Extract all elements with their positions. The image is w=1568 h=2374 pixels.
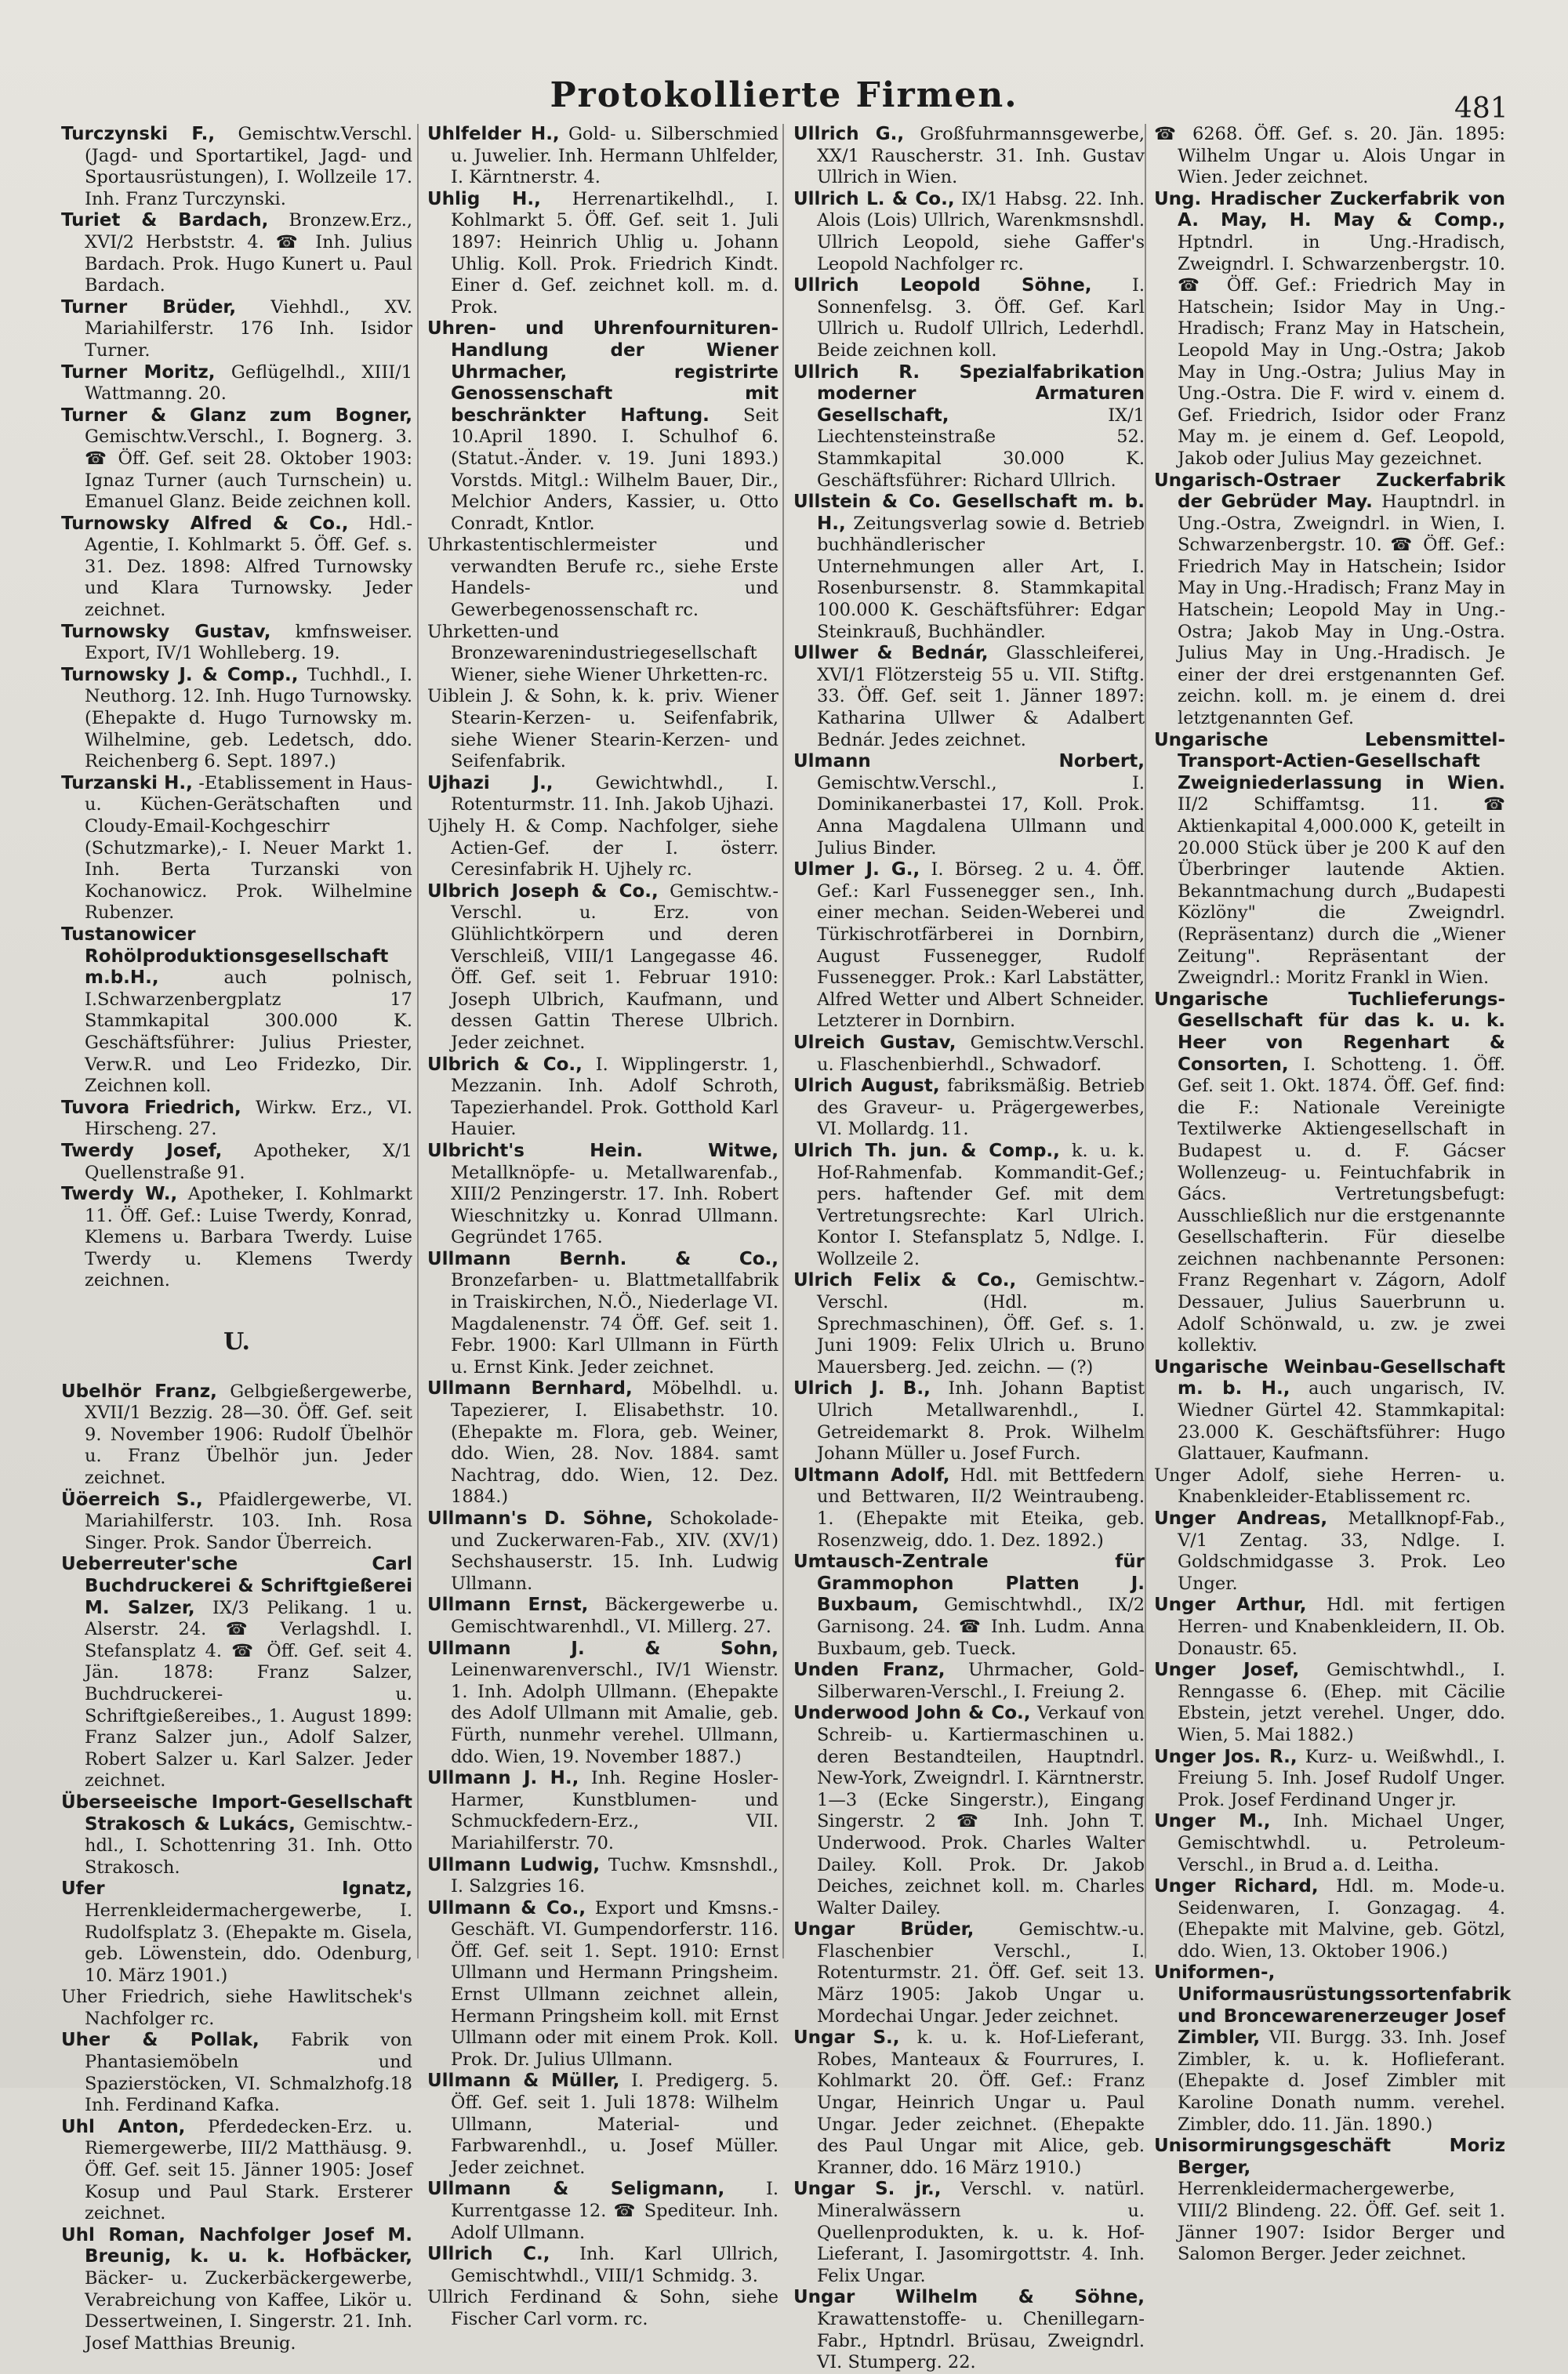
firm-name: Ungar S.,: [793, 2027, 900, 2049]
firm-details: Inh. Michael Unger, Gemischtwhdl. u. Petroleum-Verschl., in Brud a. d. Leitha.: [1178, 1811, 1506, 1875]
firm-name: Ujhazi J.,: [427, 772, 554, 793]
firm-name: Uniformen-, Uniformausrüstungssortenfabrik und Broncewarenerzeuger Josef Zimbler,: [1154, 1962, 1512, 2049]
firm-entry: [61, 514, 412, 622]
firm-name: Ulrich J. B.,: [793, 1378, 931, 1399]
page-title: Protokollierte Firmen.: [550, 75, 1018, 115]
firm-name: Tuvora Friedrich,: [61, 1097, 241, 1118]
firm-entry: [1154, 1811, 1505, 1876]
firm-details: Pfaidlergewerbe, VI. Mariahilferstr. 103. Inh. Rosa Singer. Prok. Sandor Überreich.: [85, 1489, 413, 1553]
firm-entry: [427, 1768, 779, 1854]
firm-name: Ulreich Gustav,: [793, 1032, 956, 1053]
firm-name: Ullrich R. Spezialfabrikation moderner Armaturen Gesellschaft,: [793, 361, 1145, 426]
firm-details: Gemischtwhdl., IX/2 Garnisong. 24. ☎ Inh. Ludm. Anna Buxbaum, geb. Tueck.: [817, 1595, 1145, 1659]
firm-entry: [427, 622, 779, 687]
firm-details: auch polnisch, I.Schwarzenbergplatz 17 Stammkapital 300.000 K. Geschäftsführer: Julius Priester, Verw.R. und Leo Fridezko, Dir. Zeichnen koll.: [85, 967, 412, 1097]
firm-details: Hdl. mit Bettfedern und Bettwaren, II/2 Weintraubeng. 1. (Ehepakte mit Eteika, geb. Rosenzweig, ddo. 1. Dez. 1892.): [817, 1465, 1145, 1551]
firm-details: Gemischtwhdl., I. Renngasse 6. (Ehep. mit Cäcilie Ebstein, jetzt verehel. Unger, ddo. Wien, 5. Mai 1882.): [1178, 1660, 1505, 1745]
firm-name: Turczynski F.,: [61, 124, 216, 144]
column-3: [793, 124, 1145, 2373]
firm-name: Ulbricht's Hein. Witwe,: [427, 1140, 779, 1161]
firm-details: VII. Burgg. 33. Inh. Josef Zimbler, k. u. k. Hoflieferant. (Ehepakte d. Josef Zimbler mit Karoline Donath numm. verehel. Zimbler, ddo. 11. Jän. 1890.): [1178, 2027, 1505, 2135]
firm-entry: [427, 1508, 779, 1595]
firm-entry: [793, 1141, 1145, 1271]
firm-entry: [427, 1249, 779, 1379]
firm-entry: [427, 686, 779, 772]
firm-entry: [1154, 1508, 1505, 1595]
firm-details: Bronzew.Erz., XVI/2 Herbststr. 4. ☎ Inh. Julius Bardach. Prok. Hugo Kunert u. Paul Bardach.: [85, 210, 412, 296]
firm-entry: [1154, 470, 1505, 730]
firm-details: Uhrketten-und Bronzewarenindustriegesellschaft Wiener, siehe Wiener Uhrketten-rc.: [427, 621, 768, 685]
column-divider: [417, 124, 419, 1958]
firm-entry: [793, 124, 1145, 189]
firm-details: Schokolade- und Zuckerwaren-Fab., XIV. (XV/1) Sechshauserstr. 15. Inh. Ludwig Ullmann.: [451, 1508, 779, 1594]
firm-name: Uhlig H.,: [427, 188, 541, 209]
firm-name: Tustanowicer Rohölproduktionsgesellschaft m.b.H.,: [61, 924, 389, 989]
column-1: [61, 124, 413, 2354]
firm-details: auch ungarisch, IV. Wiedner Gürtel 42. Stammkapital: 23.000 K. Geschäftsführer: Hugo Glattauer, Kaufmann.: [1178, 1378, 1505, 1465]
firm-entry: [61, 2117, 412, 2225]
firm-entry: [1154, 1595, 1505, 1660]
firm-name: Ungar S. jr.,: [793, 2179, 942, 2200]
firm-name: Uhl Roman, Nachfolger Josef M. Breunig, k. u. k. Hofbäcker,: [61, 2224, 412, 2267]
firm-details: Seit 10.April 1890. I. Schulhof 6. (Statut.-Änder. v. 19. Juni 1893.) Vorstds. Mitgl.: Wilhelm Bauer, Dir., Melchior Anders, Kassier, u. Otto Conradt, Kntlor.: [451, 405, 779, 534]
firm-details: Glasschleiferei, XVI/1 Flötzersteig 55 u. VII. Stiftg. 33. Öff. Gef. seit 1. Jänner 1897: Katharina Ullwer & Adalbert Bednár. Jedes zeichnet.: [817, 643, 1145, 750]
firm-details: Großfuhrmannsgewerbe, XX/1 Rauscherstr. 31. Inh. Gustav Ullrich in Wien.: [817, 124, 1145, 188]
firm-details: Gemischtw.-hdl., I. Schottenring 31. Inh. Otto Strakosch.: [85, 1813, 412, 1878]
firm-entry: [427, 1855, 779, 1898]
firm-entry: [793, 643, 1145, 751]
firm-details: I. Sonnenfelsg. 3. Öff. Gef. Karl Ullrich u. Rudolf Ullrich, Lederhdl. Beide zeichnen koll.: [817, 275, 1145, 361]
firm-name: Ullmann & Seligmann,: [427, 2179, 725, 2200]
firm-entry: [793, 1076, 1145, 1141]
firm-details: Hptndrl. in Ung.-Hradisch, Zweigndrl. I. Schwarzenbergstr. 10. ☎ Öff. Gef.: Friedrich May in Hatschein; Isidor May in Ung.-Hradisch; Franz May in Hatschein, Leopold May in Ung.-Ostra; Jakob May in Ung.-Ostra; Julius May in Ung.-Ostra. Die F. wird v. einem d. Gef. Friedrich, Isidor oder Franz May m. je einem d. Gef. Leopold, Jakob oder Julius May gezeichnet.: [1178, 231, 1505, 469]
firm-entry: [793, 1033, 1145, 1076]
firm-entry: [61, 2030, 412, 2116]
firm-entry: [1154, 124, 1505, 189]
firm-entry: [427, 318, 779, 535]
firm-entry: [427, 2071, 779, 2179]
firm-entry: [61, 1987, 412, 2030]
firm-entry: [427, 1055, 779, 1141]
firm-entry: [61, 924, 412, 1098]
firm-name: Uhl Anton,: [61, 2116, 186, 2137]
firm-name: Ulrich August,: [793, 1076, 940, 1097]
firm-name: Ullrich G.,: [793, 124, 905, 144]
firm-entry: [427, 1378, 779, 1508]
firm-name: Üöerreich S.,: [61, 1489, 203, 1510]
page-number: 481: [1454, 93, 1508, 125]
firm-details: fabriksmäßig. Betrieb des Graveur- u. Prägergewerbes, VI. Mollardg. 11.: [817, 1076, 1145, 1140]
firm-name: Ullmann & Müller,: [427, 2071, 620, 2092]
firm-details: Fabrik von Phantasiemöbeln und Spazierstöcken, VI. Schmalzhofg.18 Inh. Ferdinand Kafka.: [85, 2030, 413, 2116]
firm-entry: [61, 622, 412, 665]
firm-name: Ubelhör Franz,: [61, 1381, 217, 1402]
firm-entry: [427, 773, 779, 816]
firm-entry: [427, 881, 779, 1055]
firm-details: Bäcker- u. Zuckerbäckergewerbe, Verabreichung von Kaffee, Likör u. Dessertweinen, I. Singerstr. 21. Inh. Josef Matthias Breunig.: [85, 2268, 412, 2354]
firm-entry: [61, 665, 412, 773]
firm-name: Ungar Wilhelm & Söhne,: [793, 2287, 1145, 2308]
firm-details: Uher Friedrich, siehe Hawlitschek's Nachfolger rc.: [61, 1987, 412, 2029]
firm-name: Turzanski H.,: [61, 772, 193, 793]
firm-details: Uiblein J. & Sohn, k. k. priv. Wiener Stearin-Kerzen- u. Seifenfabrik, siehe Wiener Stearin-Kerzen- und Seifenfabrik.: [427, 686, 779, 772]
firm-name: Ullstein & Co. Gesellschaft m. b. H.,: [793, 492, 1145, 534]
firm-details: Möbelhdl. u. Tapezierer, I. Elisabethstr. 10. (Ehepakte m. Flora, geb. Weiner, ddo. Wien, 28. Nov. 1884. samt Nachtrag, ddo. Wien, 12. Dez. 1884.): [451, 1378, 779, 1508]
firm-entry: [793, 2027, 1145, 2179]
firm-entry: [793, 1378, 1145, 1465]
firm-entry: [61, 124, 412, 210]
firm-entry: [427, 189, 779, 319]
firm-name: Turiet & Bardach,: [61, 210, 269, 231]
firm-entry: [61, 1554, 412, 1792]
firm-entry: [61, 1490, 412, 1555]
firm-details: Herrenartikelhdl., I. Kohlmarkt 5. Öff. Gef. seit 1. Juli 1897: Heinrich Uhlig u. Johann Uhlig. Koll. Prok. Friedrich Kindt. Einer d. Gef. zeichnet koll. m. d. Prok.: [451, 188, 779, 318]
firm-name: Ufer Ignatz,: [61, 1879, 412, 1900]
firm-details: Gemischtw.Verschl. (Jagd- und Sportartikel, Jagd- und Sportausrüstungen), I. Wollzeile 17. Inh. Franz Turczynski.: [85, 124, 412, 209]
firm-details: I. Predigerg. 5. Öff. Gef. seit 1. Juli 1878: Wilhelm Ullmann, Material- und Farbwarenhdl., u. Josef Müller. Jeder zeichnet.: [451, 2071, 779, 2178]
firm-details: Kurz- u. Weißwhdl., I. Freiung 5. Inh. Josef Rudolf Unger. Prok. Josef Ferdinand Unger jr.: [1178, 1746, 1505, 1810]
firm-name: Ung. Hradischer Zuckerfabrik von A. May, H. May & Comp.,: [1154, 188, 1505, 231]
firm-details: Uhrkastentischlermeister und verwandten Berufe rc., siehe Erste Handels- und Gewerbegenossenschaft rc.: [427, 535, 779, 621]
firm-details: Herrenkleidermachergewerbe, I. Rudolfsplatz 3. (Ehepakte m. Gisela, geb. Löwenstein, ddo. Odenburg, 10. März 1901.): [85, 1900, 412, 1986]
firm-name: Uhlfelder H.,: [427, 124, 560, 144]
firm-entry: [1154, 1747, 1505, 1812]
firm-name: Unden Franz,: [793, 1660, 946, 1681]
firm-entry: [1154, 1660, 1505, 1746]
firm-name: Umtausch-Zentrale für Grammophon Platten J. Buxbaum,: [793, 1552, 1145, 1616]
firm-details: Inh. Regine Hosler-Harmer, Kunstblumen- und Schmuckfedern-Erz., VII. Mariahilferstr. 70.: [451, 1768, 779, 1853]
firm-entry: [793, 1270, 1145, 1378]
firm-name: Ullwer & Bednár,: [793, 643, 989, 664]
firm-name: Turnowsky Alfred & Co.,: [61, 513, 349, 534]
firm-name: Unger Richard,: [1154, 1876, 1319, 1897]
firm-details: I. Wipplingerstr. 1, Mezzanin. Inh. Adolf Schroth, Tapezierhandel. Prok. Gotthold Karl Hauier.: [451, 1054, 779, 1140]
firm-name: Ullmann J. H.,: [427, 1768, 579, 1789]
firm-name: Underwood John & Co.,: [793, 1703, 1031, 1724]
firm-name: Unger Jos. R.,: [1154, 1746, 1298, 1767]
firm-entry: [427, 1898, 779, 2071]
firm-name: Turner Moritz,: [61, 361, 216, 383]
firm-details: Verschl. v. natürl. Mineralwässern u. Quellenprodukten, k. u. k. Hof-Lieferant, I. Jasomirgottstr. 4. Inh. Felix Ungar.: [817, 2179, 1145, 2286]
firm-entry: [427, 816, 779, 881]
firm-name: Ullrich C.,: [427, 2244, 550, 2265]
firm-entry: [1154, 189, 1505, 470]
firm-details: Uhrmacher, Gold-Silberwaren-Verschl., I. Freiung 2.: [817, 1660, 1145, 1702]
firm-details: Ujhely H. & Comp. Nachfolger, siehe Actien-Gef. der I. österr. Ceresinfabrik H. Ujhely rc.: [427, 816, 779, 880]
firm-name: Ueberreuter'sche Carl Buchdruckerei & Schriftgießerei M. Salzer,: [61, 1554, 412, 1618]
firm-name: Twerdy W.,: [61, 1184, 178, 1205]
firm-name: Ullrich Leopold Söhne,: [793, 275, 1092, 296]
firm-details: -Etablissement in Haus-u. Küchen-Gerätschaften und Cloudy-Email-Kochgeschirr (Schutzmarke),- I. Neuer Markt 1. Inh. Berta Turzanski von Kochanowicz. Prok. Wilhelmine Rubenzer.: [85, 772, 413, 924]
firm-entry: [427, 124, 779, 189]
firm-entry: [793, 751, 1145, 859]
firm-name: Turnowsky J. & Comp.,: [61, 664, 299, 685]
firm-details: I. Schotteng. 1. Öff. Gef. seit 1. Okt. 1874. Öff. Gef. find: die F.: Nationale Vereinigte Textilwerke Aktiengesellschaft in Budapest u. d. F. Gácser Wollenzeug- u. Feintuchfabrik in Gács. Vertretungsbefugt: Ausschließlich nur die erstgenannte Gesellschafterin. Für dieselbe zeichnen nachbenannte Personen: Franz Regenhart v. Zágorn, Adolf Dessauer, Julius Sauerbrunn u. Adolf Schönwald, u. zw. je zwei kollektiv.: [1178, 1054, 1505, 1356]
firm-entry: [793, 1465, 1145, 1552]
firm-entry: [61, 362, 412, 405]
firm-name: Uher & Pollak,: [61, 2030, 260, 2051]
firm-details: Bronzefarben- u. Blattmetallfabrik in Traiskirchen, N.Ö., Niederlage VI. Magdalenenstr. 74 Öff. Gef. seit 1. Febr. 1900: Karl Ullmann in Fürth u. Ernst Kink. Jeder zeichnet.: [451, 1270, 779, 1378]
firm-details: Hdl. m. Mode-u. Seidenwaren, I. Gonzagag. 4. (Ehepakte mit Malvine, geb. Götzl, ddo. Wien, 13. Oktober 1906.): [1178, 1876, 1506, 1962]
firm-name: Turnowsky Gustav,: [61, 621, 271, 642]
firm-name: Twerdy Josef,: [61, 1140, 223, 1161]
firm-details: Gemischtw.-Verschl. u. Erz. von Glühlichtkörpern und deren Verschleiß, VIII/1 Langegasse 46. Öff. Gef. seit 1. Februar 1910: Joseph Ulbrich, Kaufmann, und dessen Gattin Therese Ulbrich. Jeder zeichnet.: [451, 880, 779, 1053]
firm-entry: [61, 1792, 412, 1879]
firm-details: I. Kurrentgasse 12. ☎ Spediteur. Inh. Adolf Ullmann.: [451, 2179, 779, 2243]
firm-entry: [793, 2179, 1145, 2287]
firm-details: Gemischtw.Verschl., I. Bognerg. 3. ☎ Öff. Gef. seit 28. Oktober 1903: Ignaz Turner (auch Turnschein) u. Emanuel Glanz. Beide zeichnen koll.: [85, 427, 412, 513]
firm-details: Gemischtw.-u. Flaschenbier Verschl., I. Rotenturmstr. 21. Öff. Gef. seit 13. März 1905: Jakob Ungar u. Mordechai Ungar. Jeder zeichnet.: [817, 1919, 1145, 2027]
firm-name: Unger Arthur,: [1154, 1595, 1307, 1616]
firm-name: Ulrich Th. jun. & Comp.,: [793, 1140, 1060, 1161]
firm-details: Gemischtw.-Verschl. (Hdl. m. Sprechmaschinen), Öff. Gef. s. 1. Juni 1909: Felix Ulrich u. Bruno Mauersberg. Jed. zeichn. — (?): [817, 1270, 1145, 1378]
firm-entry: [61, 2225, 412, 2355]
firm-entry: [1154, 1876, 1505, 1962]
firm-entry: [427, 1595, 779, 1638]
firm-name: Unisormirungsgeschäft Moriz Berger,: [1154, 2136, 1505, 2178]
firm-name: Unger Andreas,: [1154, 1508, 1328, 1529]
firm-details: Tuchhdl., I. Neuthorg. 12. Inh. Hugo Turnowsky. (Ehepakte d. Hugo Turnowsky m. Wilhelmine, geb. Ledetsch, ddo. Reichenberg 6. Sept. 1897.): [85, 664, 412, 772]
firm-details: Gemischtw.Verschl., I. Dominikanerbastei 17, Koll. Prok. Anna Magdalena Ullmann und Julius Binder.: [817, 772, 1145, 858]
firm-name: Ulmer J. G.,: [793, 859, 920, 880]
firm-entry: [61, 1141, 412, 1184]
firm-details: IX/1 Liechtensteinstraße 52. Stammkapital 30.000 K. Geschäftsführer: Richard Ullrich.: [817, 405, 1145, 491]
firm-name: Unger M.,: [1154, 1811, 1271, 1832]
firm-name: Ullmann & Co.,: [427, 1897, 586, 1918]
firm-entry: [793, 362, 1145, 492]
firm-details: IX/3 Pelikang. 1 u. Alserstr. 24. ☎ Verlagshdl. I. Stefansplatz 4. ☎ Öff. Gef. seit 4. Jän. 1878: Franz Salzer, Buchdruckerei- u. Schriftgießereibes., 1. August 1899: Franz Salzer jun., Adolf Salzer, Robert Salzer u. Karl Salzer. Jeder zeichnet.: [85, 1597, 412, 1791]
firm-entry: [793, 275, 1145, 361]
firm-details: Pferdedecken-Erz. u. Riemergewerbe, III/2 Matthäusg. 9. Öff. Gef. seit 15. Jänner 1905: Josef Kosup und Paul Stark. Ersterer zeichnet.: [85, 2116, 413, 2224]
firm-name: Ultmann Adolf,: [793, 1465, 950, 1486]
firm-entry: [1154, 989, 1505, 1357]
firm-name: Ungarische Tuchlieferungs-Gesellschaft für das k. u. k. Heer von Regenhart & Consorten,: [1154, 989, 1505, 1075]
firm-name: Ungar Brüder,: [793, 1919, 975, 1940]
firm-details: IX/1 Habsg. 22. Inh. Alois (Lois) Ullrich, Warenkmsnshdl. Ullrich Leopold, siehe Gaffer's Leopold Nachfolger rc.: [817, 188, 1145, 274]
firm-entry: [61, 405, 412, 514]
firm-entry: [793, 859, 1145, 1033]
firm-details: Herrenkleidermachergewerbe, VIII/2 Blindeng. 22. Öff. Gef. seit 1. Jänner 1907: Isidor Berger und Salomon Berger. Jeder zeichnet.: [1178, 2179, 1505, 2265]
firm-entry: [61, 1098, 412, 1141]
firm-entry: [427, 2244, 779, 2287]
firm-entry: [427, 1639, 779, 1769]
firm-name: Ulrich Felix & Co.,: [793, 1270, 1017, 1291]
firm-details: Unger Adolf, siehe Herren- u. Knabenkleider-Etablissement rc.: [1154, 1465, 1505, 1508]
firm-entry: [793, 1552, 1145, 1660]
firm-name: Ungarische Weinbau-Gesellschaft m. b. H.,: [1154, 1356, 1505, 1399]
firm-name: Ullmann Bernh. & Co.,: [427, 1248, 779, 1269]
firm-entry: [61, 1879, 412, 1987]
firm-details: Metallknopf-Fab., V/1 Zentag. 33, Ndlge. I. Goldschmidgasse 3. Prok. Leo Unger.: [1178, 1508, 1505, 1594]
firm-details: Bäckergewerbe u. Gemischtwarenhdl., VI. Millerg. 27.: [451, 1595, 779, 1637]
firm-entry: [427, 535, 779, 621]
firm-entry: [1154, 1962, 1512, 2136]
firm-details: Metallknöpfe- u. Metallwarenfab., XIII/2 Penzingerstr. 17. Inh. Robert Wieschnitzky u. Konrad Ullmann. Gegründet 1765.: [451, 1162, 779, 1248]
firm-entry: [61, 1381, 412, 1490]
firm-name: Ulbrich Joseph & Co.,: [427, 880, 659, 902]
firm-details: ☎ 6268. Öff. Gef. s. 20. Jän. 1895: Wilhelm Ungar u. Alois Ungar in Wien. Jeder zeichnet.: [1154, 124, 1505, 188]
firm-name: Ungarische Lebensmittel-Transport-Actien-Gesellschaft Zweigniederlassung in Wien.: [1154, 729, 1505, 793]
firm-name: Überseeische Import-Gesellschaft Strakosch & Lukács,: [61, 1791, 412, 1835]
firm-name: Ullmann Ernst,: [427, 1595, 589, 1616]
firm-entry: [61, 1184, 412, 1292]
firm-entry: [793, 189, 1145, 275]
firm-name: Ullmann Bernhard,: [427, 1378, 633, 1399]
firm-details: k. u. k. Hof-Rahmenfab. Kommandit-Gef.; pers. haftender Gef. mit dem Vertretungsrechte: Karl Ulrich. Kontor I. Stefansplatz 5, Ndlge. I. Wollzeile 2.: [817, 1140, 1145, 1269]
firm-entry: [427, 1141, 779, 1249]
firm-details: Gelbgießergewerbe, XVII/1 Bezzig. 28—30. Öff. Gef. seit 9. November 1906: Rudolf Übelhör u. Franz Übelhör jun. Jeder zeichnet.: [85, 1381, 413, 1489]
firm-name: Uhren- und Uhrenfournituren-Handlung der Wiener Uhrmacher, registrirte Genossenschaft mit beschränkter Haftung.: [427, 318, 779, 426]
firm-name: Ullmann J. & Sohn,: [427, 1638, 779, 1659]
firm-entry: [793, 1660, 1145, 1703]
firm-details: I. Börseg. 2 u. 4. Öff. Gef.: Karl Fussenegger sen., Inh. einer mechan. Seiden-Weberei und Türkischrotfärberei in Dornbirn, August Fussenegger, Rudolf Fussenegger. Prok.: Karl Labstätter, Alfred Wetter und Albert Schneider. Letzterer in Dornbirn.: [817, 859, 1145, 1032]
firm-details: Hdl.-Agentie, I. Kohlmarkt 5. Öff. Gef. s. 31. Dez. 1898: Alfred Turnowsky und Klara Turnowsky. Jeder zeichnet.: [85, 513, 412, 621]
firm-details: Inh. Karl Ullrich, Gemischtwhdl., VIII/1 Schmidg. 3.: [451, 2244, 779, 2286]
firm-name: Turner & Glanz zum Bogner,: [61, 405, 412, 426]
firm-name: Turner Brüder,: [61, 296, 237, 318]
firm-name: Ullmann's D. Söhne,: [427, 1508, 654, 1529]
firm-entry: [1154, 1357, 1505, 1465]
firm-details: k. u. k. Hof-Lieferant, Robes, Manteaux & Fourrures, I. Kohlmarkt 20. Öff. Gef.: Franz Ungar, Heinrich Ungar u. Paul Ungar. Jeder zeichnet. (Ehepakte des Paul Ungar mit Alice, geb. Kranner, ddo. 16 März 1910.): [817, 2027, 1145, 2178]
firm-details: Geflügelhdl., XIII/1 Wattmanng. 20.: [85, 361, 413, 405]
firm-details: Zeitungsverlag sowie d. Betrieb buchhändlerischer Unternehmungen aller Art, I. Rosenbursenstr. 8. Stammkapital 100.000 K. Geschäftsführer: Edgar Steinkrauß, Buchhändler.: [817, 513, 1145, 642]
firm-details: Apotheker, X/1 Quellenstraße 91.: [85, 1140, 413, 1183]
firm-details: Export und Kmsns.-Geschäft. VI. Gumpendorferstr. 116. Öff. Gef. seit 1. Sept. 1910: Ernst Ullmann und Hermann Pringsheim. Ernst Ullmann zeichnet allein, Hermann Pringsheim koll. mit Ernst Ullmann oder mit einem Prok. Koll. Prok. Dr. Julius Ullmann.: [451, 1897, 779, 2070]
firm-entry: [427, 2179, 779, 2244]
firm-details: Inh. Johann Baptist Ulrich Metallwarenhdl., I. Getreidemarkt 8. Prok. Wilhelm Johann Müller u. Josef Furch.: [817, 1378, 1145, 1465]
column-divider: [1145, 124, 1146, 1958]
firm-name: Ullrich L. & Co.,: [793, 188, 955, 209]
firm-details: kmfnsweiser. Export, IV/1 Wohlleberg. 19.: [85, 621, 412, 664]
firm-details: Verkauf von Schreib- u. Kartiermaschinen u. deren Bestandteilen, Hauptndrl. New-York, Zweigndrl. I. Kärntnerstr. 1—3 (Ecke Singerstr.), Eingang Singerstr. 2 ☎ Inh. John T. Underwood. Prok. Charles Walter Dailey. Koll. Prok. Dr. Jakob Deiches, zeichnet koll. m. Charles Walter Dailey.: [817, 1703, 1145, 1918]
firm-details: Tuchw. Kmsnshdl., I. Salzgries 16.: [451, 1854, 779, 1897]
column-2: [427, 124, 779, 2329]
firm-name: Ungarisch-Ostraer Zuckerfabrik der Gebrüder May.: [1154, 470, 1505, 513]
firm-details: Hauptndrl. in Ung.-Ostra, Zweigndrl. in Wien, I. Schwarzenbergstr. 10. ☎ Öff. Gef.: Friedrich May in Hatschein; Isidor May in Ung.-Hradisch; Franz May in Hatschein; Leopold May in Ung.-Ostra; Jakob May in Ung.-Ostra. Julius May in Ung.-Hradisch. Je einer der drei erstgenannten Gef. zeichn. koll. m. je einem d. drei letztgenannten Gef.: [1178, 492, 1506, 729]
firm-name: Ullmann Ludwig,: [427, 1854, 601, 1875]
firm-details: Ullrich Ferdinand & Sohn, siehe Fischer Carl vorm. rc.: [427, 2287, 779, 2329]
column-4: [1154, 124, 1512, 2265]
firm-details: Gewichtwhdl., I. Rotenturmstr. 11. Inh. Jakob Ujhazi.: [451, 772, 779, 815]
firm-name: Ulmann Norbert,: [793, 751, 1145, 772]
firm-details: Krawattenstoffe- u. Chenillegarn-Fabr., Hptndrl. Brüsau, Zweigndrl. VI. Stumperg. 22.: [817, 2308, 1145, 2373]
firm-details: Apotheker, I. Kohlmarkt 11. Öff. Gef.: Luise Twerdy, Konrad, Klemens u. Barbara Twerdy. Luise Twerdy u. Klemens Twerdy zeichnen.: [85, 1184, 412, 1291]
firm-details: Gemischtw.Verschl. u. Flaschenbierhdl., Schwadorf.: [817, 1032, 1145, 1075]
firm-entry: [61, 297, 412, 362]
firm-entry: [61, 210, 412, 296]
column-divider: [782, 124, 784, 1958]
firm-details: Gold- u. Silberschmied u. Juwelier. Inh. Hermann Uhlfelder, I. Kärntnerstr. 4.: [451, 124, 779, 188]
firm-details: Hdl. mit fertigen Herren- und Knabenkleidern, II. Ob. Donaustr. 65.: [1178, 1595, 1505, 1659]
firm-name: Unger Josef,: [1154, 1660, 1300, 1681]
firm-details: Viehhdl., XV. Mariahilferstr. 176 Inh. Isidor Turner.: [85, 296, 413, 361]
firm-details: II/2 Schiffamtsg. 11. ☎ Aktienkapital 4,000.000 K, geteilt in 20.000 Stück über je 200 K auf den Überbringer lautende Aktien. Bekanntmachung durch „Budapesti Közlöny" die Zweigndrl. (Repräsentanz) durch die „Wiener Zeitung". Repräsentant der Zweigndrl.: Moritz Frankl in Wien.: [1178, 794, 1505, 989]
firm-details: Leinenwarenverschl., IV/1 Wienstr. 1. Inh. Adolph Ullmann. (Ehepakte des Adolf Ullmann mit Amalie, geb. Fürth, nunmehr verehel. Ullmann, ddo. Wien, 19. November 1887.): [451, 1660, 779, 1767]
firm-entry: [793, 2287, 1145, 2373]
firm-details: Wirkw. Erz., VI. Hirscheng. 27.: [85, 1097, 412, 1140]
section-heading: U.: [223, 1328, 250, 1356]
firm-entry: [1154, 730, 1505, 989]
firm-entry: [793, 1919, 1145, 2027]
firm-entry: [61, 773, 412, 924]
firm-entry: [793, 492, 1145, 643]
firm-entry: [793, 1703, 1145, 1919]
firm-name: Ulbrich & Co.,: [427, 1054, 583, 1075]
firm-entry: [1154, 1465, 1505, 1508]
firm-entry: [1154, 2136, 1505, 2266]
firm-entry: [427, 2287, 779, 2330]
